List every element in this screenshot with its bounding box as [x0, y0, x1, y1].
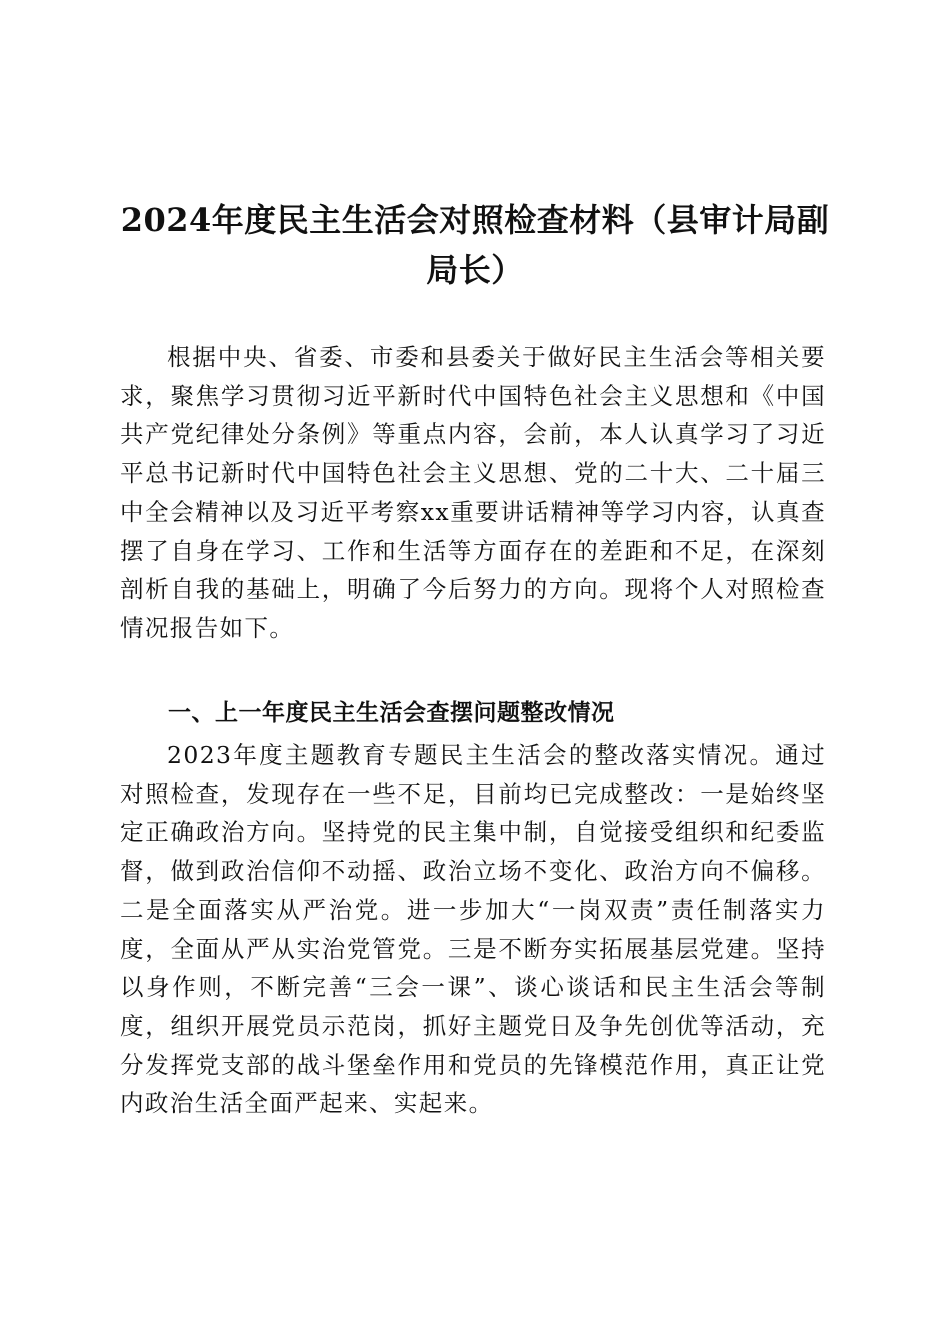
- intro-paragraph: 根据中央、省委、市委和县委关于做好民主生活会等相关要求，聚焦学习贯彻习近平新时代中国特色社会主义思想和《中国共产党纪律处分条例》等重点内容，会前，本人认真学习了习近平总书记新时代中国特色社会主义思想、党的二十大、二十届三中全会精神以及习近平考察xx重要讲话精神等学习内容，认真查摆了自身在学习、工作和生活等方面存在的差距和不足，在深刻剖析自我的基础上，明确了今后努力的方向。现将个人对照检查情况报告如下。: [120, 343, 826, 642]
- section-1-heading: 一、上一年度民主生活会查摆问题整改情况: [168, 700, 615, 726]
- document-title: 2024年度民主生活会对照检查材料（县审计局副局长）: [120, 201, 830, 289]
- section-1-paragraph: 2023年度主题教育专题民主生活会的整改落实情况。通过对照检查，发现存在一些不足，目前均已完成整改：一是始终坚定正确政治方向。坚持党的民主集中制，自觉接受组织和纪委监督，做到政治信仰不动摇、政治立场不变化、政治方向不偏移。二是全面落实从严治党。进一步加大“一岗双责”责任制落实力度，全面从严从实治党管党。三是不断夯实拓展基层党建。坚持以身作则，不断完善“三会一课”、谈心谈话和民主生活会等制度，组织开展党员示范岗，抓好主题党日及争先创优等活动，充分发挥党支部的战斗堡垒作用和党员的先锋模范作用，真正让党内政治生活全面严起来、实起来。: [120, 741, 826, 1118]
